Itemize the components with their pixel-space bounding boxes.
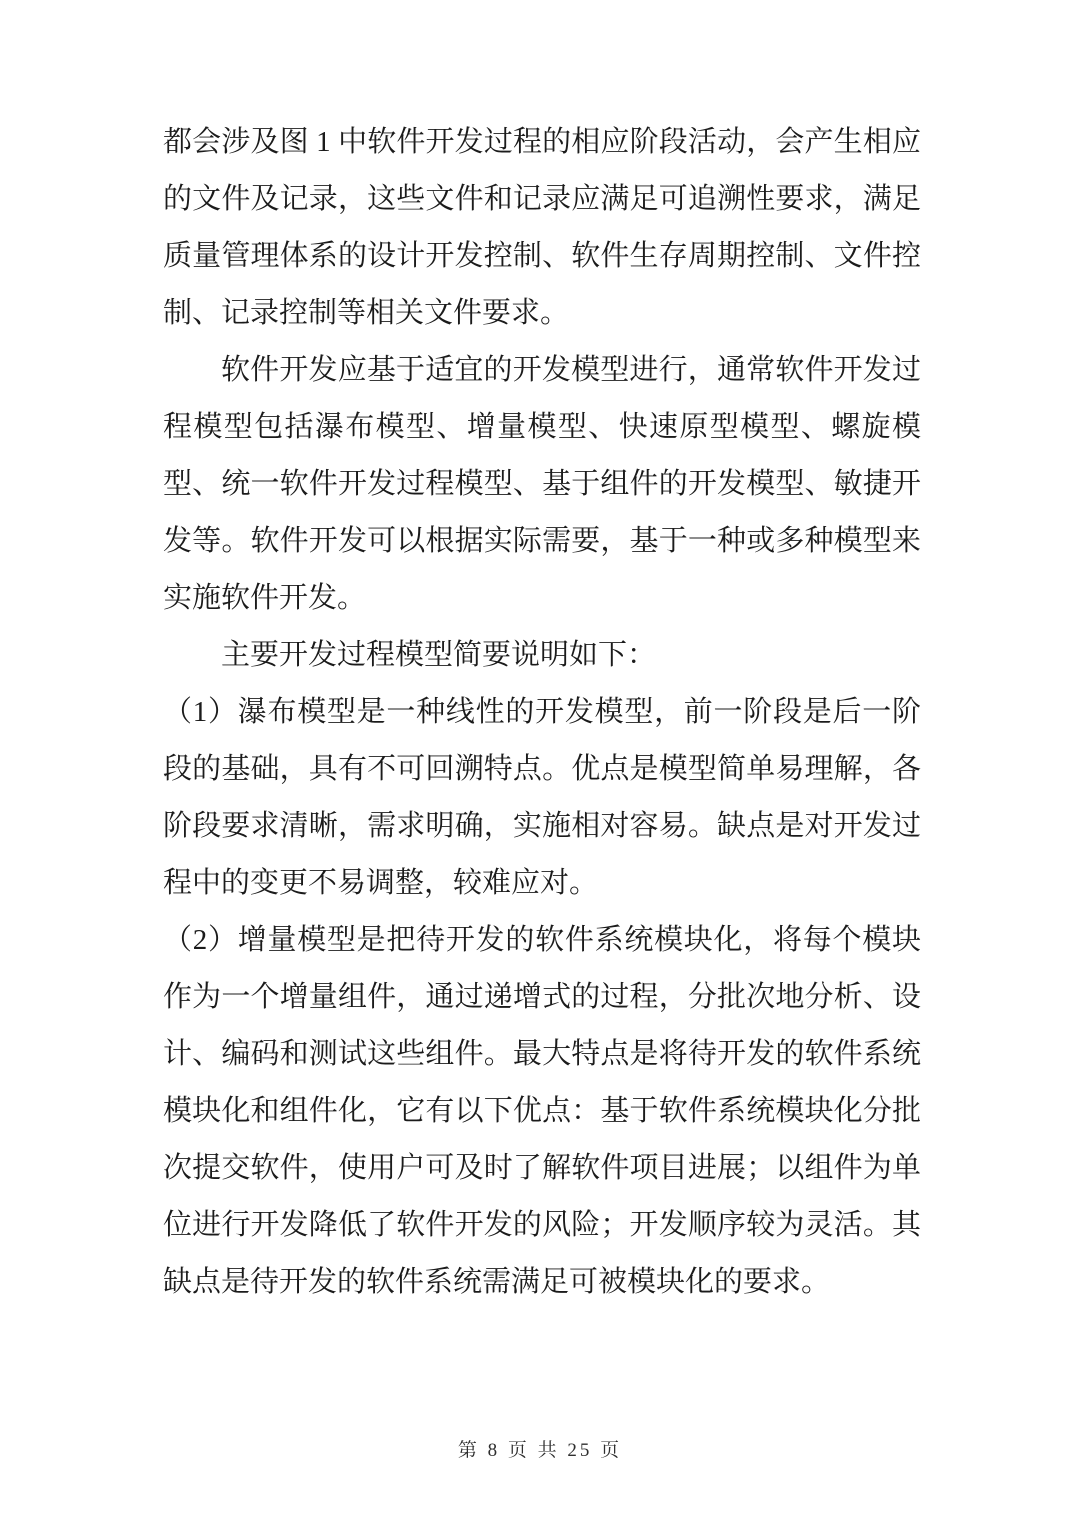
paragraph-traceability-requirements: 都会涉及图 1 中软件开发过程的相应阶段活动，会产生相应的文件及记录，这些文件和记录应满足可追溯性要求，满足质量管理体系的设计开发控制、软件生存周期控制、文件控制、记录控制等相关文件要求。 <box>163 126 921 329</box>
paragraph-models-intro-line: 主要开发过程模型简要说明如下： <box>221 639 657 671</box>
paragraph-incremental-model: （2）增量模型是把待开发的软件系统模块化，将每个模块作为一个增量组件，通过递增式的过程，分批次地分析、设计、编码和测试这些组件。最大特点是将待开发的软件系统模块化和组件化，它有以下优点：基于软件系统模块化分批次提交软件，使用户可及时了解软件项目进展；以组件为单位进行开发降低了软件开发的风险；开发顺序较为灵活。其缺点是待开发的软件系统需满足可被模块化的要求。 <box>163 924 921 1298</box>
page-footer <box>0 1436 1080 1466</box>
paragraph-waterfall-model: （1）瀑布模型是一种线性的开发模型，前一阶段是后一阶段的基础，具有不可回溯特点。优点是模型简单易理解，各阶段要求清晰，需求明确，实施相对容易。缺点是对开发过程中的变更不易调整，较难应对。 <box>163 696 921 899</box>
paragraph-development-models-overview: 软件开发应基于适宜的开发模型进行，通常软件开发过程模型包括瀑布模型、增量模型、快速原型模型、螺旋模型、统一软件开发过程模型、基于组件的开发模型、敏捷开发等。软件开发可以根据实际需要，基于一种或多种模型来实施软件开发。 <box>163 354 921 614</box>
document-body <box>163 114 921 1311</box>
page-number-text: 第 8 页 共 25 页 <box>457 1440 623 1461</box>
